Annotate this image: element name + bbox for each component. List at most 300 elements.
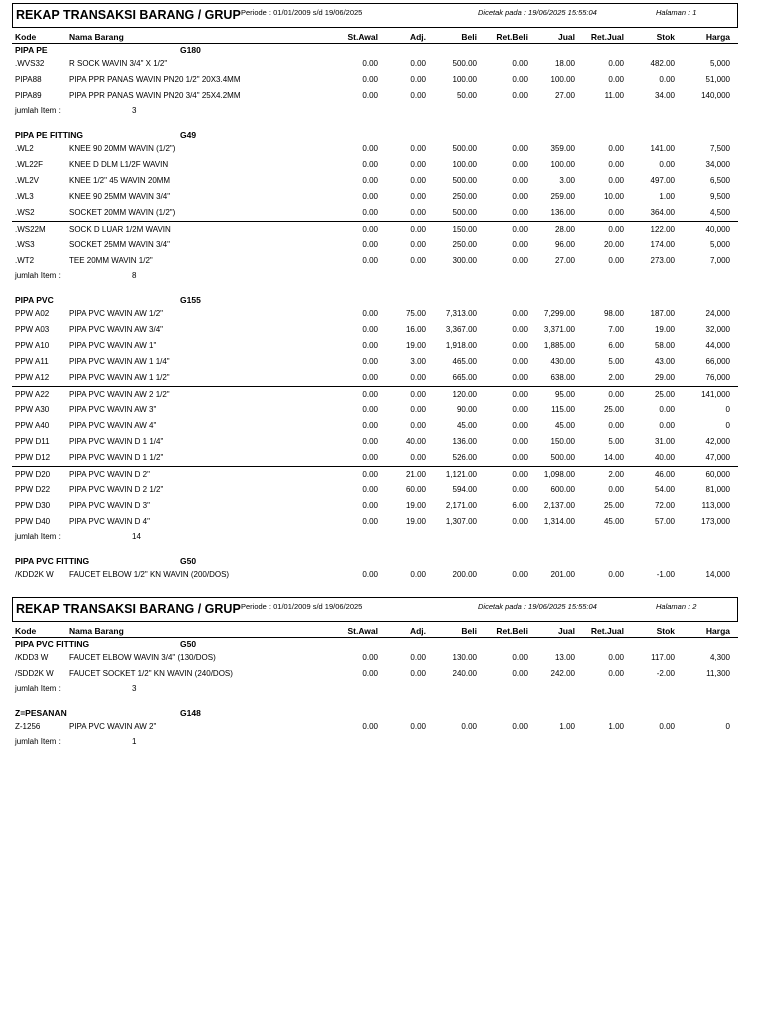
cell-adj: 0.00 (410, 390, 426, 399)
cell-stok: 46.00 (654, 470, 675, 479)
cell-stawal: 0.00 (362, 341, 378, 350)
page-number: Halaman : 2 (656, 602, 697, 611)
cell-nama: PIPA PVC WAVIN D 2" (69, 470, 150, 479)
cell-retbeli: 0.00 (512, 59, 528, 68)
cell-retjual: 0.00 (608, 256, 624, 265)
group-spacer (12, 697, 738, 707)
column-header-stawal: St.Awal (347, 32, 378, 42)
cell-kode: .WS3 (15, 240, 35, 249)
cell-nama: PIPA PVC WAVIN AW 1 1/4" (69, 357, 170, 366)
cell-kode: .WT2 (15, 256, 35, 265)
group-name: PIPA PVC FITTING (15, 556, 90, 566)
cell-jual: 242.00 (550, 669, 575, 678)
cell-nama: PIPA PVC WAVIN D 2 1/2" (69, 485, 164, 494)
cell-retbeli: 0.00 (512, 176, 528, 185)
cell-stawal: 0.00 (362, 75, 378, 84)
cell-kode: /SDD2K W (15, 669, 54, 678)
cell-retjual: 5.00 (608, 437, 624, 446)
item-count-value: 1 (132, 737, 137, 746)
table-row (12, 466, 738, 482)
cell-kode: PPW D20 (15, 470, 51, 479)
cell-jual: 500.00 (550, 453, 575, 462)
cell-adj: 0.00 (410, 144, 426, 153)
cell-adj: 21.00 (405, 470, 426, 479)
cell-adj: 3.00 (410, 357, 426, 366)
column-header-jual: Jual (557, 626, 575, 636)
table-row (12, 338, 738, 354)
cell-harga: 4,500 (709, 208, 730, 217)
cell-kode: PPW D12 (15, 453, 51, 462)
cell-retbeli: 0.00 (512, 570, 528, 579)
cell-jual: 27.00 (554, 256, 575, 265)
cell-stawal: 0.00 (362, 256, 378, 265)
cell-harga: 51,000 (705, 75, 730, 84)
cell-stok: 273.00 (650, 256, 675, 265)
cell-stok: 0.00 (659, 405, 675, 414)
cell-nama: PIPA PVC WAVIN D 1 1/4" (69, 437, 164, 446)
column-header-beli: Beli (461, 32, 477, 42)
column-header-harga: Harga (705, 626, 730, 636)
cell-beli: 500.00 (452, 144, 477, 153)
page-number: Halaman : 1 (656, 8, 697, 17)
cell-kode: /KDD3 W (15, 653, 49, 662)
cell-nama: PIPA PVC WAVIN AW 3" (69, 405, 157, 414)
item-count-label: jumlah Item : (15, 737, 61, 746)
cell-stawal: 0.00 (362, 309, 378, 318)
cell-adj: 16.00 (405, 325, 426, 334)
group-item-count (12, 735, 738, 750)
group-title (12, 44, 738, 56)
cell-beli: 3,367.00 (445, 325, 477, 334)
cell-stawal: 0.00 (362, 160, 378, 169)
cell-adj: 0.00 (410, 669, 426, 678)
cell-beli: 136.00 (452, 437, 477, 446)
cell-jual: 28.00 (554, 225, 575, 234)
cell-kode: PIPA89 (15, 91, 42, 100)
group-code: G49 (180, 130, 197, 140)
cell-jual: 100.00 (550, 75, 575, 84)
cell-jual: 100.00 (550, 160, 575, 169)
cell-retjual: 11.00 (604, 91, 624, 100)
cell-retbeli: 0.00 (512, 390, 528, 399)
cell-stok: 58.00 (654, 341, 675, 350)
column-header-stok: Stok (656, 626, 675, 636)
cell-beli: 465.00 (452, 357, 477, 366)
cell-kode: PPW D11 (15, 437, 50, 446)
cell-jual: 3,371.00 (543, 325, 575, 334)
table-row (12, 306, 738, 322)
table-row (12, 205, 738, 221)
cell-harga: 4,300 (709, 653, 730, 662)
table-row (12, 237, 738, 253)
cell-retbeli: 0.00 (512, 373, 528, 382)
cell-nama: KNEE D DLM L1/2F WAVIN (69, 160, 169, 169)
cell-adj: 0.00 (410, 373, 426, 382)
report-header (12, 3, 738, 28)
table-row (12, 88, 738, 104)
cell-beli: 130.00 (452, 653, 477, 662)
cell-harga: 7,500 (709, 144, 730, 153)
item-count-value: 8 (132, 271, 137, 280)
cell-beli: 50.00 (456, 91, 477, 100)
group-title (12, 555, 738, 567)
group-title (12, 294, 738, 306)
cell-beli: 100.00 (452, 75, 477, 84)
cell-retjual: 20.00 (603, 240, 624, 249)
cell-jual: 1,885.00 (543, 341, 575, 350)
cell-kode: .WL2 (15, 144, 34, 153)
cell-jual: 150.00 (550, 437, 575, 446)
cell-beli: 250.00 (452, 240, 477, 249)
cell-kode: Z-1256 (15, 722, 41, 731)
cell-stawal: 0.00 (362, 240, 378, 249)
cell-stawal: 0.00 (362, 325, 378, 334)
group-title (12, 638, 738, 650)
cell-retbeli: 0.00 (512, 669, 528, 678)
cell-jual: 430.00 (550, 357, 575, 366)
cell-retbeli: 0.00 (512, 517, 528, 526)
group-code: G180 (180, 45, 201, 55)
group-code: G50 (180, 556, 197, 566)
group-spacer (12, 119, 738, 129)
cell-beli: 2,171.00 (445, 501, 477, 510)
cell-retbeli: 0.00 (512, 722, 528, 731)
cell-harga: 11,300 (706, 669, 730, 678)
cell-nama: PIPA PVC WAVIN D 1 1/2" (69, 453, 164, 462)
cell-jual: 1,314.00 (543, 517, 575, 526)
cell-adj: 0.00 (410, 570, 426, 579)
cell-retjual: 0.00 (608, 669, 624, 678)
column-header-stawal: St.Awal (347, 626, 378, 636)
cell-nama: PIPA PVC WAVIN AW 3/4" (69, 325, 163, 334)
cell-adj: 0.00 (410, 653, 426, 662)
table-row (12, 418, 738, 434)
cell-stawal: 0.00 (362, 192, 378, 201)
cell-kode: .WL3 (15, 192, 34, 201)
report-period: Periode : 01/01/2009 s/d 19/06/2025 (241, 602, 363, 611)
item-group (12, 638, 738, 697)
cell-harga: 60,000 (705, 470, 730, 479)
cell-beli: 7,313.00 (445, 309, 477, 318)
cell-harga: 32,000 (705, 325, 730, 334)
cell-kode: PPW A02 (15, 309, 50, 318)
group-title (12, 707, 738, 719)
cell-kode: .WS22M (15, 225, 46, 234)
cell-beli: 120.00 (452, 390, 477, 399)
cell-retbeli: 0.00 (512, 470, 528, 479)
item-group (12, 44, 738, 119)
cell-retjual: 5.00 (608, 357, 624, 366)
cell-harga: 47,000 (705, 453, 730, 462)
cell-jual: 600.00 (550, 485, 575, 494)
table-row (12, 434, 738, 450)
cell-jual: 638.00 (550, 373, 575, 382)
cell-retbeli: 0.00 (512, 256, 528, 265)
cell-harga: 66,000 (705, 357, 730, 366)
cell-retjual: 0.00 (608, 208, 624, 217)
cell-stok: 34.00 (654, 91, 675, 100)
cell-beli: 500.00 (452, 176, 477, 185)
column-header-nama: Nama Barang (69, 626, 124, 636)
cell-beli: 1,121.00 (445, 470, 477, 479)
column-header-row (12, 622, 738, 638)
cell-retbeli: 0.00 (512, 208, 528, 217)
column-header-retjual: Ret.Jual (590, 626, 624, 636)
item-count-value: 14 (132, 532, 141, 541)
cell-stok: 25.00 (654, 390, 675, 399)
cell-stok: 0.00 (659, 421, 675, 430)
cell-harga: 6,500 (709, 176, 730, 185)
cell-nama: PIPA PVC WAVIN AW 4" (69, 421, 157, 430)
cell-stawal: 0.00 (362, 437, 378, 446)
cell-retbeli: 0.00 (512, 225, 528, 234)
table-row (12, 514, 738, 530)
cell-jual: 13.00 (554, 653, 575, 662)
cell-stawal: 0.00 (362, 373, 378, 382)
cell-adj: 19.00 (405, 501, 426, 510)
cell-adj: 0.00 (410, 225, 426, 234)
cell-nama: PIPA PPR PANAS WAVIN PN20 1/2" 20X3.4MM (69, 75, 241, 84)
cell-stawal: 0.00 (362, 390, 378, 399)
cell-retjual: 10.00 (603, 192, 624, 201)
column-header-stok: Stok (656, 32, 675, 42)
cell-adj: 40.00 (405, 437, 426, 446)
table-row (12, 650, 738, 666)
table-row (12, 402, 738, 418)
cell-stawal: 0.00 (362, 208, 378, 217)
cell-harga: 0 (725, 722, 730, 731)
cell-stok: 43.00 (654, 357, 675, 366)
cell-harga: 34,000 (705, 160, 730, 169)
report-header (12, 597, 738, 622)
cell-retbeli: 0.00 (512, 192, 528, 201)
cell-retbeli: 0.00 (512, 485, 528, 494)
cell-beli: 0.00 (461, 722, 477, 731)
cell-beli: 200.00 (452, 570, 477, 579)
cell-stawal: 0.00 (362, 517, 378, 526)
cell-stok: 19.00 (654, 325, 675, 334)
cell-beli: 150.00 (452, 225, 477, 234)
group-name: PIPA PVC (15, 295, 54, 305)
cell-stok: 57.00 (654, 517, 675, 526)
column-header-row (12, 28, 738, 44)
cell-stawal: 0.00 (362, 176, 378, 185)
cell-jual: 18.00 (554, 59, 575, 68)
cell-stawal: 0.00 (362, 653, 378, 662)
cell-harga: 140,000 (701, 91, 730, 100)
cell-harga: 9,500 (709, 192, 730, 201)
group-name: Z=PESANAN (15, 708, 67, 718)
cell-harga: 7,000 (709, 256, 730, 265)
cell-retbeli: 6.00 (512, 501, 528, 510)
cell-beli: 1,307.00 (445, 517, 477, 526)
cell-retjual: 0.00 (608, 176, 624, 185)
cell-jual: 96.00 (554, 240, 575, 249)
cell-retjual: 0.00 (608, 570, 624, 579)
report-title: REKAP TRANSAKSI BARANG / GRUP (16, 602, 241, 616)
cell-jual: 45.00 (554, 421, 575, 430)
cell-retjual: 25.00 (603, 405, 624, 414)
cell-kode: .WL22F (15, 160, 44, 169)
cell-retjual: 98.00 (603, 309, 624, 318)
cell-stawal: 0.00 (362, 470, 378, 479)
cell-retbeli: 0.00 (512, 144, 528, 153)
cell-stok: 497.00 (650, 176, 675, 185)
cell-jual: 1,098.00 (543, 470, 575, 479)
item-group (12, 707, 738, 750)
cell-stok: 29.00 (654, 373, 675, 382)
cell-harga: 5,000 (709, 240, 730, 249)
cell-jual: 359.00 (550, 144, 575, 153)
cell-nama: SOCK D LUAR 1/2M WAVIN (69, 225, 171, 234)
cell-stawal: 0.00 (362, 669, 378, 678)
cell-adj: 0.00 (410, 256, 426, 265)
cell-retbeli: 0.00 (512, 437, 528, 446)
cell-harga: 42,000 (705, 437, 730, 446)
cell-stok: -1.00 (656, 570, 675, 579)
table-row (12, 482, 738, 498)
cell-harga: 76,000 (705, 373, 730, 382)
cell-nama: KNEE 90 20MM WAVIN (1/2") (69, 144, 176, 153)
cell-stawal: 0.00 (362, 722, 378, 731)
table-row (12, 141, 738, 157)
cell-adj: 0.00 (410, 75, 426, 84)
cell-stok: 54.00 (654, 485, 675, 494)
column-header-retbeli: Ret.Beli (496, 32, 528, 42)
cell-beli: 90.00 (456, 405, 477, 414)
cell-retjual: 0.00 (608, 59, 624, 68)
cell-nama: PIPA PVC WAVIN AW 2" (69, 722, 157, 731)
cell-nama: PIPA PPR PANAS WAVIN PN20 3/4" 25X4.2MM (69, 91, 241, 100)
cell-stawal: 0.00 (362, 421, 378, 430)
cell-beli: 665.00 (452, 373, 477, 382)
table-row (12, 253, 738, 269)
cell-adj: 19.00 (405, 341, 426, 350)
cell-harga: 113,000 (701, 501, 730, 510)
cell-jual: 1.00 (559, 722, 575, 731)
cell-nama: SOCKET 25MM WAVIN 3/4" (69, 240, 170, 249)
group-spacer (12, 545, 738, 555)
cell-retjual: 25.00 (603, 501, 624, 510)
cell-stok: 364.00 (650, 208, 675, 217)
cell-kode: PPW A12 (15, 373, 50, 382)
cell-adj: 19.00 (405, 517, 426, 526)
cell-harga: 0 (725, 405, 730, 414)
item-group (12, 294, 738, 545)
cell-retbeli: 0.00 (512, 653, 528, 662)
cell-retjual: 14.00 (603, 453, 624, 462)
cell-kode: PPW A22 (15, 390, 50, 399)
cell-stawal: 0.00 (362, 501, 378, 510)
table-row (12, 498, 738, 514)
item-count-label: jumlah Item : (15, 271, 61, 280)
cell-retjual: 0.00 (608, 75, 624, 84)
cell-stawal: 0.00 (362, 405, 378, 414)
cell-stok: 40.00 (654, 453, 675, 462)
table-row (12, 567, 738, 583)
cell-kode: .WS2 (15, 208, 35, 217)
cell-kode: PPW D30 (15, 501, 51, 510)
table-row (12, 719, 738, 735)
cell-adj: 0.00 (410, 208, 426, 217)
cell-beli: 45.00 (456, 421, 477, 430)
cell-kode: PPW A10 (15, 341, 50, 350)
column-header-beli: Beli (461, 626, 477, 636)
cell-retjual: 2.00 (608, 470, 624, 479)
table-row (12, 666, 738, 682)
cell-jual: 95.00 (554, 390, 575, 399)
cell-stawal: 0.00 (362, 570, 378, 579)
cell-stok: 0.00 (659, 722, 675, 731)
cell-retbeli: 0.00 (512, 341, 528, 350)
cell-adj: 0.00 (410, 453, 426, 462)
cell-stok: 187.00 (650, 309, 675, 318)
table-row (12, 370, 738, 386)
cell-adj: 75.00 (405, 309, 426, 318)
cell-nama: PIPA PVC WAVIN D 4" (69, 517, 150, 526)
group-name: PIPA PE FITTING (15, 130, 84, 140)
cell-beli: 250.00 (452, 192, 477, 201)
cell-nama: PIPA PVC WAVIN D 3" (69, 501, 150, 510)
cell-nama: FAUCET SOCKET 1/2" KN WAVIN (240/DOS) (69, 669, 233, 678)
cell-stawal: 0.00 (362, 91, 378, 100)
cell-stawal: 0.00 (362, 453, 378, 462)
cell-kode: PPW A30 (15, 405, 50, 414)
table-row (12, 173, 738, 189)
cell-stawal: 0.00 (362, 225, 378, 234)
group-name: PIPA PVC FITTING (15, 639, 90, 649)
cell-stawal: 0.00 (362, 144, 378, 153)
cell-adj: 0.00 (410, 176, 426, 185)
cell-retjual: 0.00 (608, 144, 624, 153)
cell-stok: 117.00 (651, 653, 675, 662)
cell-adj: 0.00 (410, 722, 426, 731)
column-header-retjual: Ret.Jual (590, 32, 624, 42)
group-item-count (12, 530, 738, 545)
item-count-label: jumlah Item : (15, 532, 61, 541)
cell-retjual: 6.00 (608, 341, 624, 350)
cell-nama: FAUCET ELBOW WAVIN 3/4" (130/DOS) (69, 653, 216, 662)
group-item-count (12, 104, 738, 119)
item-count-label: jumlah Item : (15, 106, 61, 115)
cell-harga: 40,000 (705, 225, 730, 234)
cell-nama: KNEE 1/2" 45 WAVIN 20MM (69, 176, 171, 185)
cell-kode: PPW A40 (15, 421, 50, 430)
cell-beli: 594.00 (452, 485, 477, 494)
table-row (12, 386, 738, 402)
cell-retjual: 7.00 (608, 325, 624, 334)
cell-jual: 201.00 (550, 570, 575, 579)
cell-kode: PPW D40 (15, 517, 51, 526)
cell-retjual: 0.00 (608, 225, 624, 234)
cell-nama: R SOCK WAVIN 3/4" X 1/2" (69, 59, 168, 68)
cell-harga: 14,000 (705, 570, 730, 579)
table-row (12, 221, 738, 237)
column-header-adj: Adj. (409, 32, 426, 42)
cell-beli: 500.00 (452, 59, 477, 68)
table-row (12, 72, 738, 88)
cell-retjual: 0.00 (608, 421, 624, 430)
item-group (12, 129, 738, 284)
printed-at: Dicetak pada : 19/06/2025 15:55:04 (478, 8, 597, 17)
cell-stawal: 0.00 (362, 485, 378, 494)
cell-kode: PIPA88 (15, 75, 42, 84)
cell-jual: 136.00 (550, 208, 575, 217)
cell-jual: 2,137.00 (543, 501, 575, 510)
group-item-count (12, 682, 738, 697)
cell-retbeli: 0.00 (512, 325, 528, 334)
cell-stawal: 0.00 (362, 357, 378, 366)
